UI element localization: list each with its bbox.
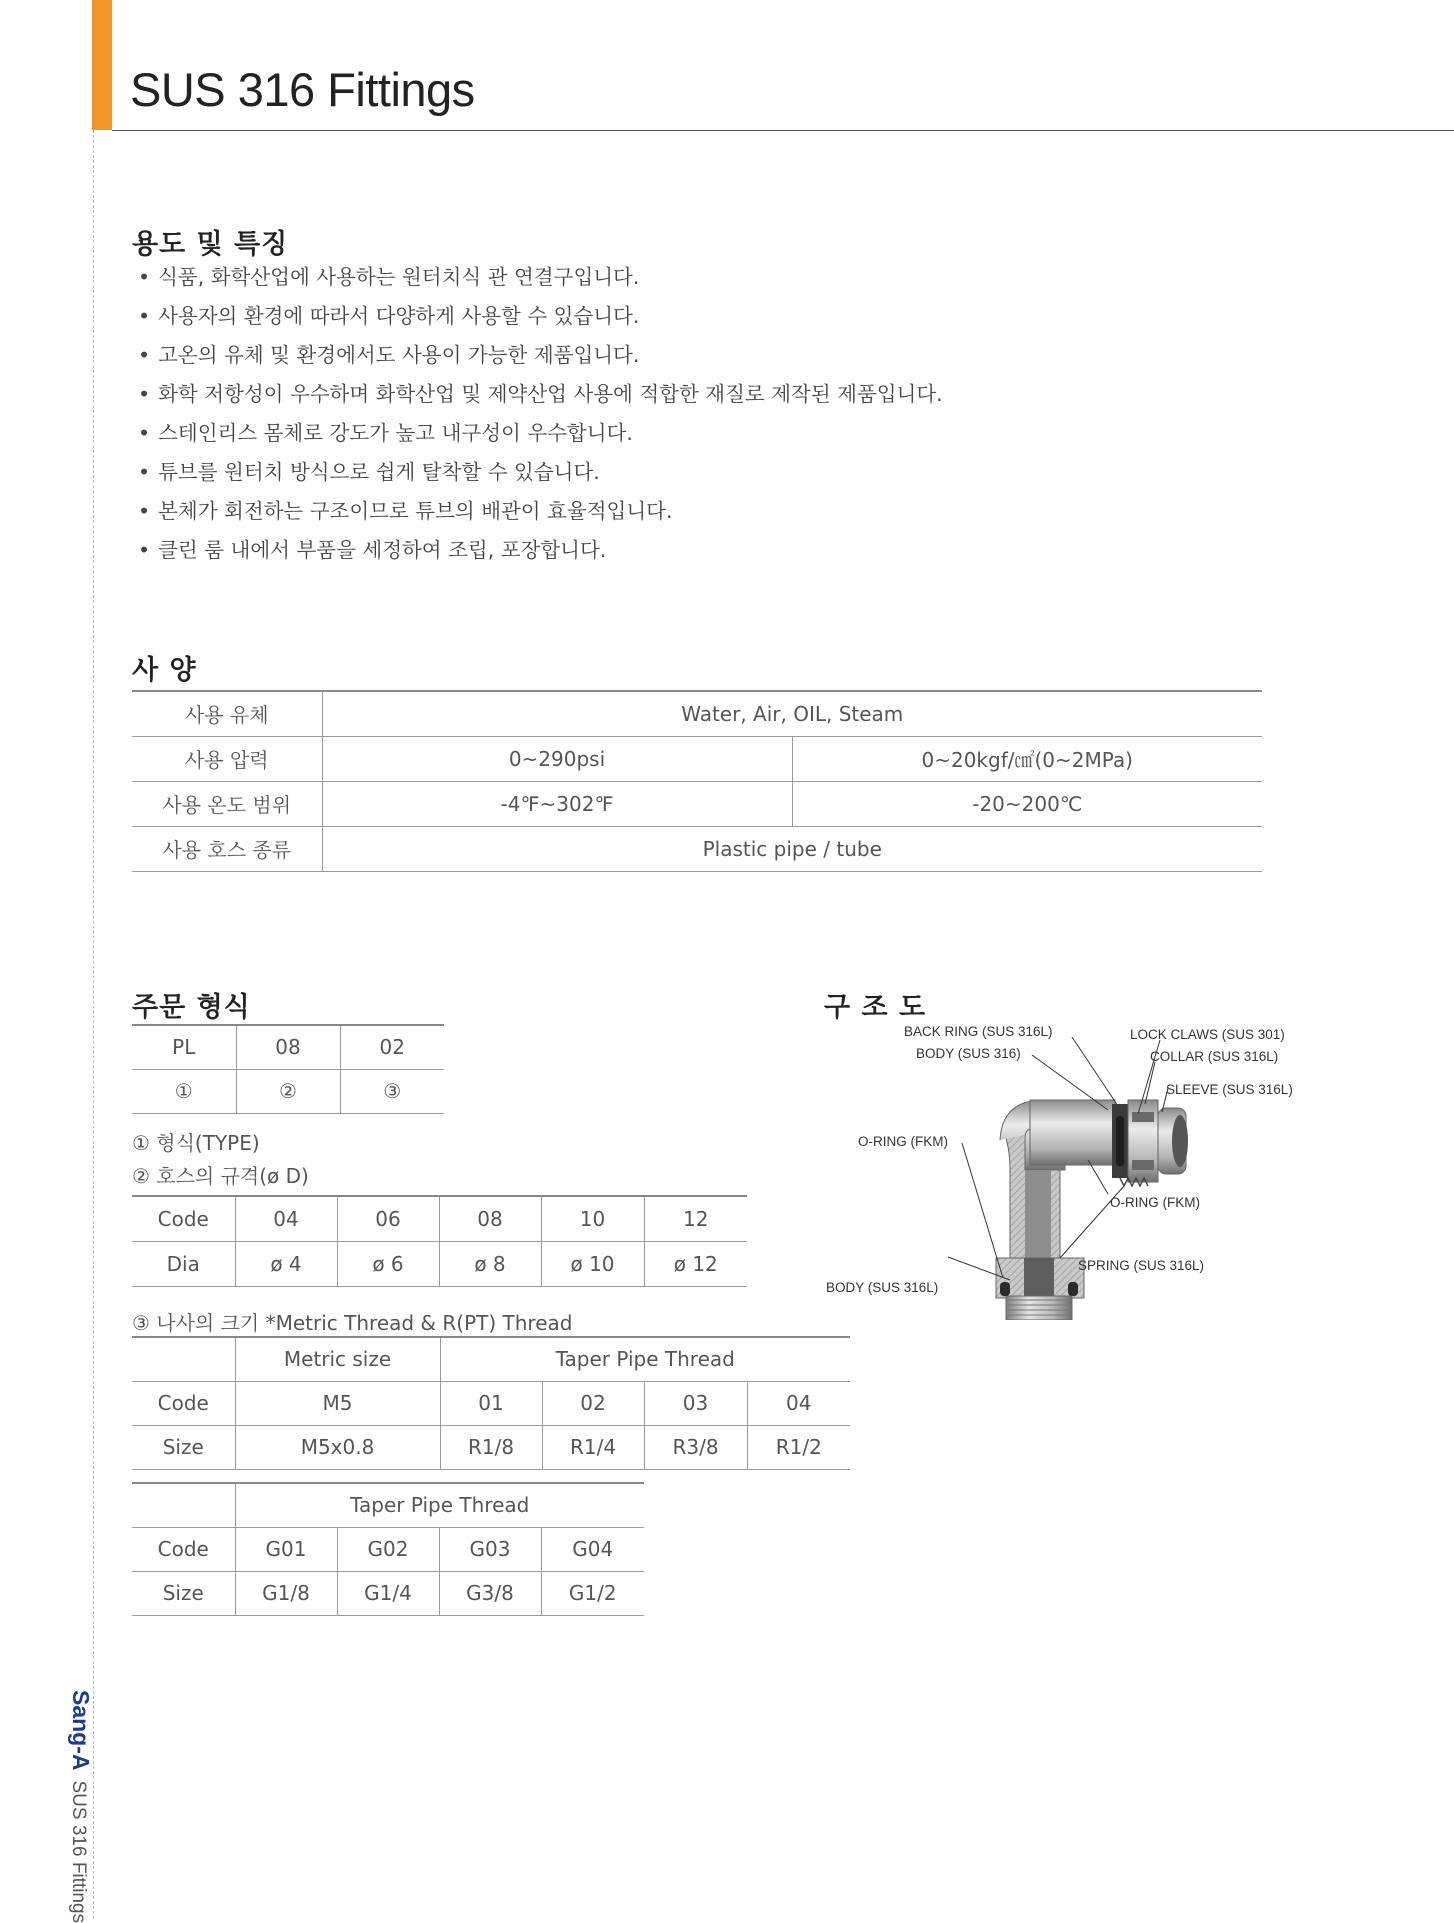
label-collar: COLLAR (SUS 316L)	[1150, 1049, 1278, 1064]
thread-size: R1/4	[542, 1425, 644, 1469]
spec-value: -4℉~302℉	[322, 781, 792, 826]
horizontal-leg	[1030, 1100, 1115, 1165]
order-code-cell: 08	[236, 1025, 340, 1069]
thread-code: G02	[337, 1527, 439, 1571]
table-row	[132, 826, 1262, 871]
row-header: Code	[132, 1381, 235, 1425]
hose-code: 12	[644, 1196, 747, 1241]
hose-dia: ø 12	[644, 1241, 747, 1286]
row-header: Code	[132, 1196, 235, 1241]
hex-bore	[1024, 1258, 1054, 1298]
thread-size: G1/8	[235, 1571, 337, 1615]
type-note: ① 형식(TYPE)	[132, 1127, 260, 1156]
spec-value: -20~200℃	[792, 781, 1262, 826]
hose-dia: ø 4	[235, 1241, 337, 1286]
table-row	[132, 1069, 444, 1113]
title-divider	[112, 130, 1454, 131]
hose-code: 06	[337, 1196, 439, 1241]
thread-code: G04	[541, 1527, 644, 1571]
thread-size-note: ③ 나사의 크기 *Metric Thread & R(PT) Thread	[132, 1307, 572, 1336]
table-row	[132, 736, 1262, 781]
spec-value: 0~290psi	[322, 736, 792, 781]
feature-item: • 사용자의 환경에 따라서 다양하게 사용할 수 있습니다.	[138, 297, 943, 336]
hose-size-note: ② 호스의 규격(ø D)	[132, 1160, 309, 1189]
specs-heading: 사 양	[132, 648, 197, 687]
specs-table	[132, 690, 1262, 872]
order-mark-cell: ②	[236, 1069, 340, 1113]
order-mark-cell: ①	[132, 1069, 236, 1113]
row-header: Dia	[132, 1241, 235, 1286]
thread-code: 02	[542, 1381, 644, 1425]
fitting-cross-section-diagram	[820, 1020, 1340, 1320]
spec-value: 0~20kgf/㎠(0~2MPa)	[792, 736, 1262, 781]
accent-bar	[92, 0, 112, 130]
hose-dia: ø 10	[541, 1241, 644, 1286]
spec-label: 사용 호스 종류	[132, 826, 322, 871]
hose-size-table	[132, 1195, 747, 1287]
thread-code: 01	[440, 1381, 542, 1425]
lock-claw-top	[1132, 1112, 1154, 1122]
table-row	[132, 781, 1262, 826]
feature-item: • 고온의 유체 및 환경에서도 사용이 가능한 제품입니다.	[138, 336, 943, 375]
thread-size: G1/2	[541, 1571, 644, 1615]
blank-cell	[132, 1337, 235, 1381]
hose-code: 10	[541, 1196, 644, 1241]
label-sleeve: SLEEVE (SUS 316L)	[1166, 1082, 1293, 1097]
feature-item: • 본체가 회전하는 구조이므로 튜브의 배관이 효율적입니다.	[138, 492, 943, 531]
table-row	[132, 1425, 850, 1469]
hose-dia: ø 6	[337, 1241, 439, 1286]
spec-label: 사용 온도 범위	[132, 781, 322, 826]
features-heading: 용도 및 특징	[132, 222, 288, 261]
hose-code: 04	[235, 1196, 337, 1241]
order-code-cell: PL	[132, 1025, 236, 1069]
row-header: Size	[132, 1571, 235, 1615]
thread-size: R3/8	[644, 1425, 747, 1469]
hose-code: 08	[439, 1196, 541, 1241]
spec-label: 사용 유체	[132, 691, 322, 736]
label-spring: SPRING (SUS 316L)	[1078, 1258, 1204, 1273]
o-ring-head	[1116, 1116, 1124, 1166]
thread-table-g	[132, 1482, 644, 1616]
thread-size: G1/4	[337, 1571, 439, 1615]
spec-value: Water, Air, OIL, Steam	[322, 691, 1262, 736]
order-mark-cell: ③	[340, 1069, 444, 1113]
table-row	[132, 1337, 850, 1381]
thread-code: 03	[644, 1381, 747, 1425]
table-row	[132, 1381, 850, 1425]
feature-item: • 식품, 화학산업에 사용하는 원터치식 관 연결구입니다.	[138, 258, 943, 297]
structure-heading: 구 조 도	[824, 985, 926, 1024]
taper-header: Taper Pipe Thread	[235, 1483, 644, 1527]
sidebar-section-text: SUS 316 Fittings	[68, 1781, 89, 1923]
features-list	[138, 258, 943, 570]
label-body-top: BODY (SUS 316)	[916, 1046, 1021, 1061]
thread-code: 04	[747, 1381, 850, 1425]
row-header: Size	[132, 1425, 235, 1469]
label-o-ring-right: O-RING (FKM)	[1110, 1195, 1200, 1210]
hose-dia: ø 8	[439, 1241, 541, 1286]
table-row	[132, 691, 1262, 736]
table-row	[132, 1483, 644, 1527]
thread-code: G01	[235, 1527, 337, 1571]
inner-bore	[1025, 1170, 1051, 1262]
table-row	[132, 1527, 644, 1571]
spec-label: 사용 압력	[132, 736, 322, 781]
feature-item: • 화학 저항성이 우수하며 화학산업 및 제약산업 사용에 적합한 재질로 제작된 제품입니다.	[138, 375, 943, 414]
o-ring-body	[1068, 1282, 1078, 1296]
sidebar-brand	[58, 1690, 94, 1919]
o-ring-body	[1000, 1282, 1010, 1296]
brand-logo-text: Sang-A	[68, 1690, 94, 1771]
feature-item: • 클린 룸 내에서 부품을 세정하여 조립, 포장합니다.	[138, 531, 943, 570]
label-o-ring-left: O-RING (FKM)	[858, 1134, 948, 1149]
label-back-ring: BACK RING (SUS 316L)	[904, 1024, 1053, 1039]
thread-table-metric-r	[132, 1336, 850, 1470]
table-row	[132, 1196, 747, 1241]
label-lock-claws: LOCK CLAWS (SUS 301)	[1130, 1027, 1285, 1042]
thread-size: R1/2	[747, 1425, 850, 1469]
taper-header: Taper Pipe Thread	[440, 1337, 850, 1381]
table-row	[132, 1241, 747, 1286]
sleeve-opening	[1172, 1115, 1188, 1167]
thread-size: G3/8	[439, 1571, 541, 1615]
thread-code: G03	[439, 1527, 541, 1571]
page-guide-line	[93, 130, 94, 1919]
label-body-bottom: BODY (SUS 316L)	[826, 1280, 938, 1295]
table-row	[132, 1571, 644, 1615]
order-code-cell: 02	[340, 1025, 444, 1069]
page-title: SUS 316 Fittings	[130, 62, 475, 117]
blank-cell	[132, 1483, 235, 1527]
lock-claw-bottom	[1132, 1160, 1154, 1170]
metric-header: Metric size	[235, 1337, 440, 1381]
thread-size: R1/8	[440, 1425, 542, 1469]
feature-item: • 튜브를 원터치 방식으로 쉽게 탈착할 수 있습니다.	[138, 453, 943, 492]
thread-code: M5	[235, 1381, 440, 1425]
row-header: Code	[132, 1527, 235, 1571]
sidebar-text-group	[67, 1690, 94, 1923]
feature-item: • 스테인리스 몸체로 강도가 높고 내구성이 우수합니다.	[138, 414, 943, 453]
order-heading: 주문 형식	[132, 985, 251, 1024]
table-row	[132, 1025, 444, 1069]
spec-value: Plastic pipe / tube	[322, 826, 1262, 871]
order-code-table	[132, 1024, 444, 1114]
thread-size: M5x0.8	[235, 1425, 440, 1469]
